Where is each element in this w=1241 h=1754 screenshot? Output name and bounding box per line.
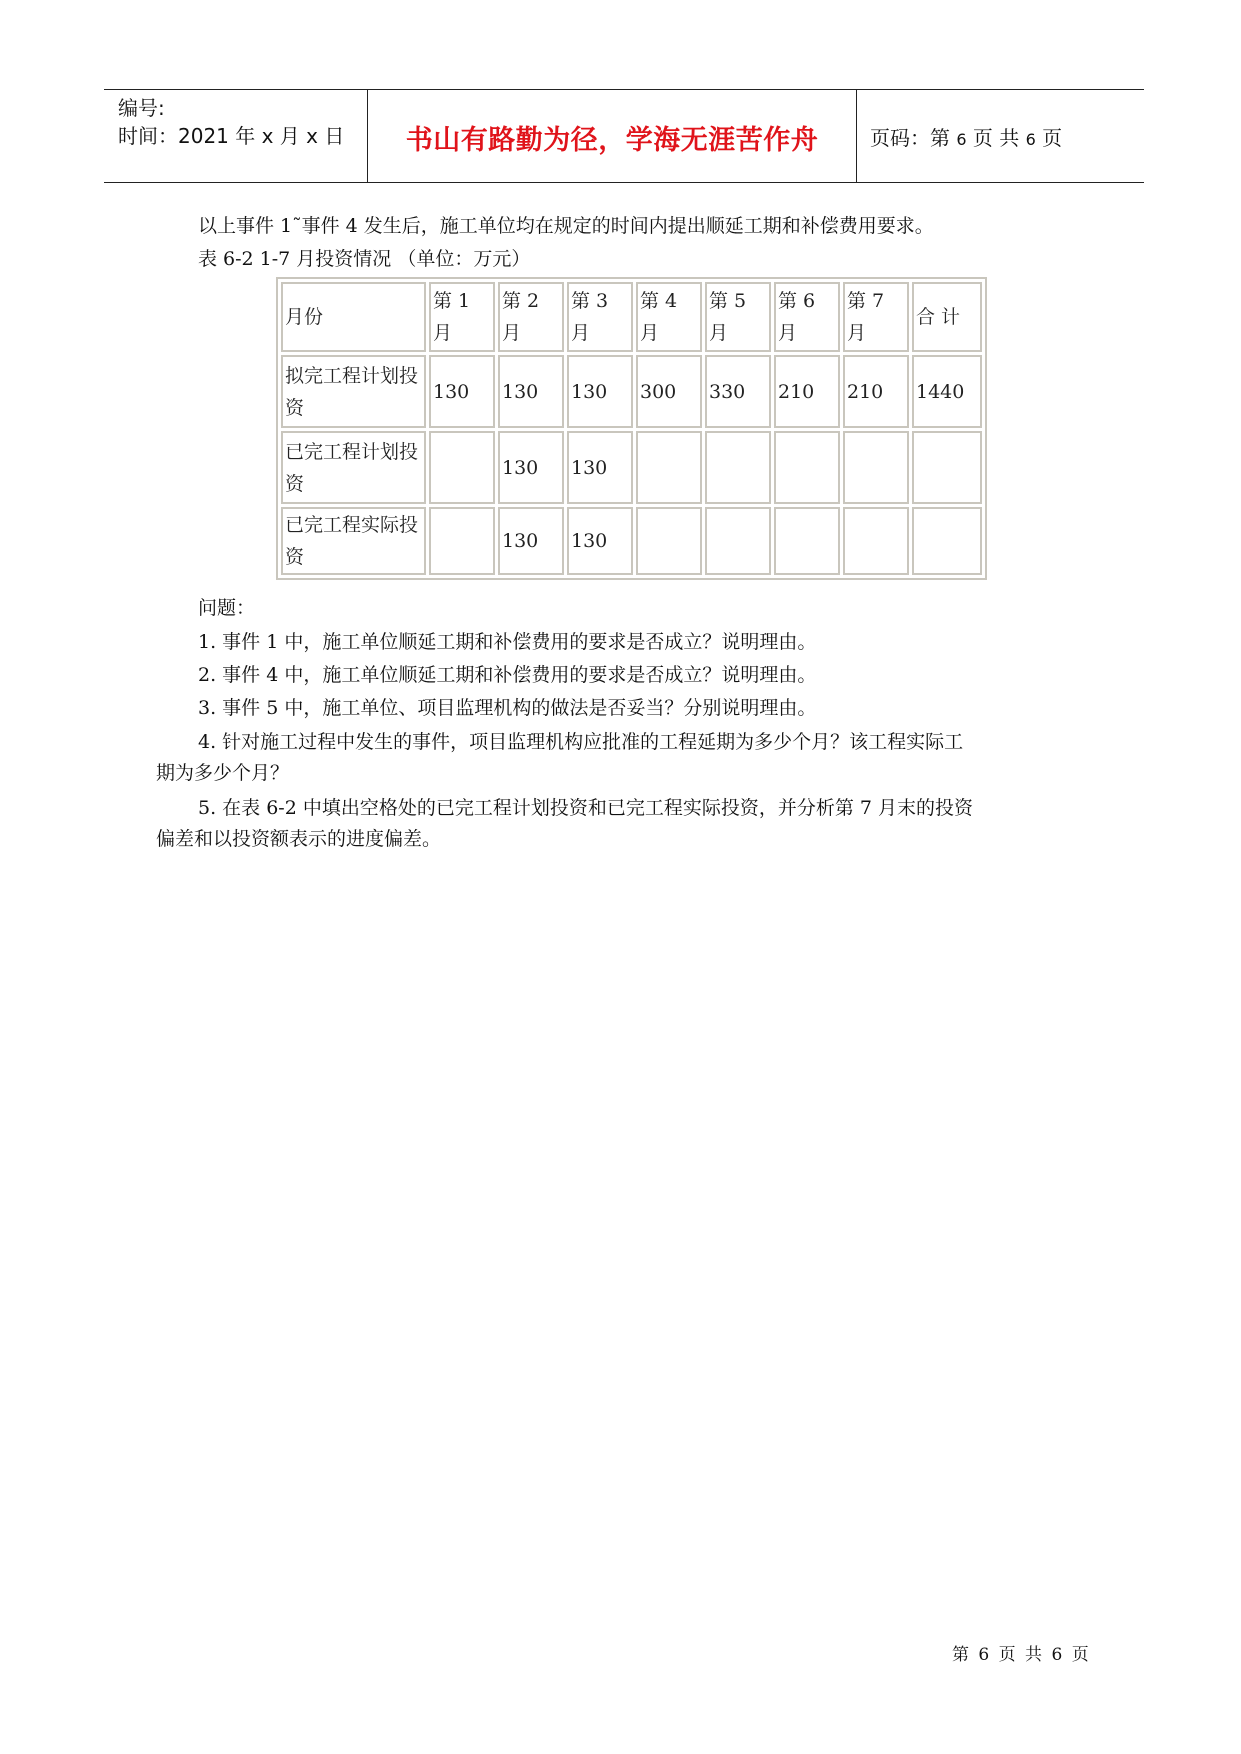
question-4-line2: 期为多少个月？ [156, 762, 290, 784]
table-cell: 130 [567, 431, 633, 504]
table-cell: 300 [636, 355, 702, 428]
question-5-line1: 5. 在表 6-2 中填出空格处的已完工程计划投资和已完工程实际投资，并分析第 7 月末的投资 [198, 797, 974, 819]
page-total: 6 [1025, 130, 1036, 149]
page-header [104, 89, 1144, 183]
table-cell: 130 [498, 355, 564, 428]
table-cell [636, 431, 702, 504]
table-header-cell: 第 6 月 [774, 282, 840, 352]
table-row-label: 已完工程实际投资 [281, 507, 426, 575]
footer-part: 第 [952, 1645, 969, 1665]
table-header-row [281, 282, 982, 352]
table-row-label: 拟完工程计划投资 [281, 355, 426, 428]
question-3: 3. 事件 5 中，施工单位、项目监理机构的做法是否妥当？分别说明理由。 [198, 697, 817, 719]
page-suffix: 页 [1042, 126, 1063, 150]
investment-table [276, 277, 987, 580]
table-row [281, 355, 982, 428]
table-cell [705, 507, 771, 575]
header-meta [118, 94, 344, 150]
header-page-number [870, 122, 1062, 151]
table-cell: 210 [843, 355, 909, 428]
table-cell: 130 [498, 507, 564, 575]
table-cell: 210 [774, 355, 840, 428]
question-4-line1: 4. 针对施工过程中发生的事件，项目监理机构应批准的工程延期为多少个月？该工程实际工 [198, 731, 964, 753]
table-cell [705, 431, 771, 504]
table-cell: 330 [705, 355, 771, 428]
table-cell [843, 431, 909, 504]
table-cell [636, 507, 702, 575]
table-caption: 表 6-2 1-7 月投资情况 （单位：万元） [198, 248, 531, 270]
page-prefix: 页码：第 [870, 126, 950, 150]
footer-part: 共 [1025, 1645, 1043, 1665]
header-divider [856, 90, 857, 182]
page-num: 6 [956, 130, 967, 149]
table-cell: 130 [567, 355, 633, 428]
table-cell: 130 [498, 431, 564, 504]
question-5-line2: 偏差和以投资额表示的进度偏差。 [156, 828, 442, 850]
table-header-cell: 第 1 月 [429, 282, 495, 352]
table-header-cell: 第 2 月 [498, 282, 564, 352]
table-cell [912, 507, 982, 575]
table-header-cell: 第 5 月 [705, 282, 771, 352]
table-cell: 130 [567, 507, 633, 575]
table-row [281, 431, 982, 504]
table-header-cell: 第 4 月 [636, 282, 702, 352]
header-time-label: 时间：2021 年 x 月 x 日 [118, 124, 345, 148]
table-header-cell: 月份 [281, 282, 426, 352]
footer-part: 页 [1071, 1645, 1089, 1665]
table-header-cell: 第 7 月 [843, 282, 909, 352]
table-row [281, 507, 982, 575]
table-cell: 130 [429, 355, 495, 428]
table-cell [429, 507, 495, 575]
page-footer [952, 1640, 1093, 1665]
table-cell [843, 507, 909, 575]
table-cell [774, 507, 840, 575]
question-2: 2. 事件 4 中，施工单位顺延工期和补偿费用的要求是否成立？说明理由。 [198, 664, 817, 686]
questions-title: 问题： [198, 597, 256, 619]
footer-page-num: 6 [978, 1645, 990, 1665]
footer-part: 页 [998, 1645, 1016, 1665]
page-mid: 页 共 [972, 126, 1020, 150]
table-header-cell: 合 计 [912, 282, 982, 352]
table-cell: 1440 [912, 355, 982, 428]
header-motto: 书山有路勤为径，学海无涯苦作舟 [405, 125, 819, 156]
header-code-label: 编号: [118, 96, 165, 120]
table-cell [912, 431, 982, 504]
table-header-cell: 第 3 月 [567, 282, 633, 352]
question-1: 1. 事件 1 中，施工单位顺延工期和补偿费用的要求是否成立？说明理由。 [198, 631, 817, 653]
paragraph-events-note: 以上事件 1˜事件 4 发生后，施工单位均在规定的时间内提出顺延工期和补偿费用要求。 [198, 215, 934, 237]
footer-page-total: 6 [1051, 1645, 1063, 1665]
table-cell [774, 431, 840, 504]
table-row-label: 已完工程计划投资 [281, 431, 426, 504]
table-cell [429, 431, 495, 504]
